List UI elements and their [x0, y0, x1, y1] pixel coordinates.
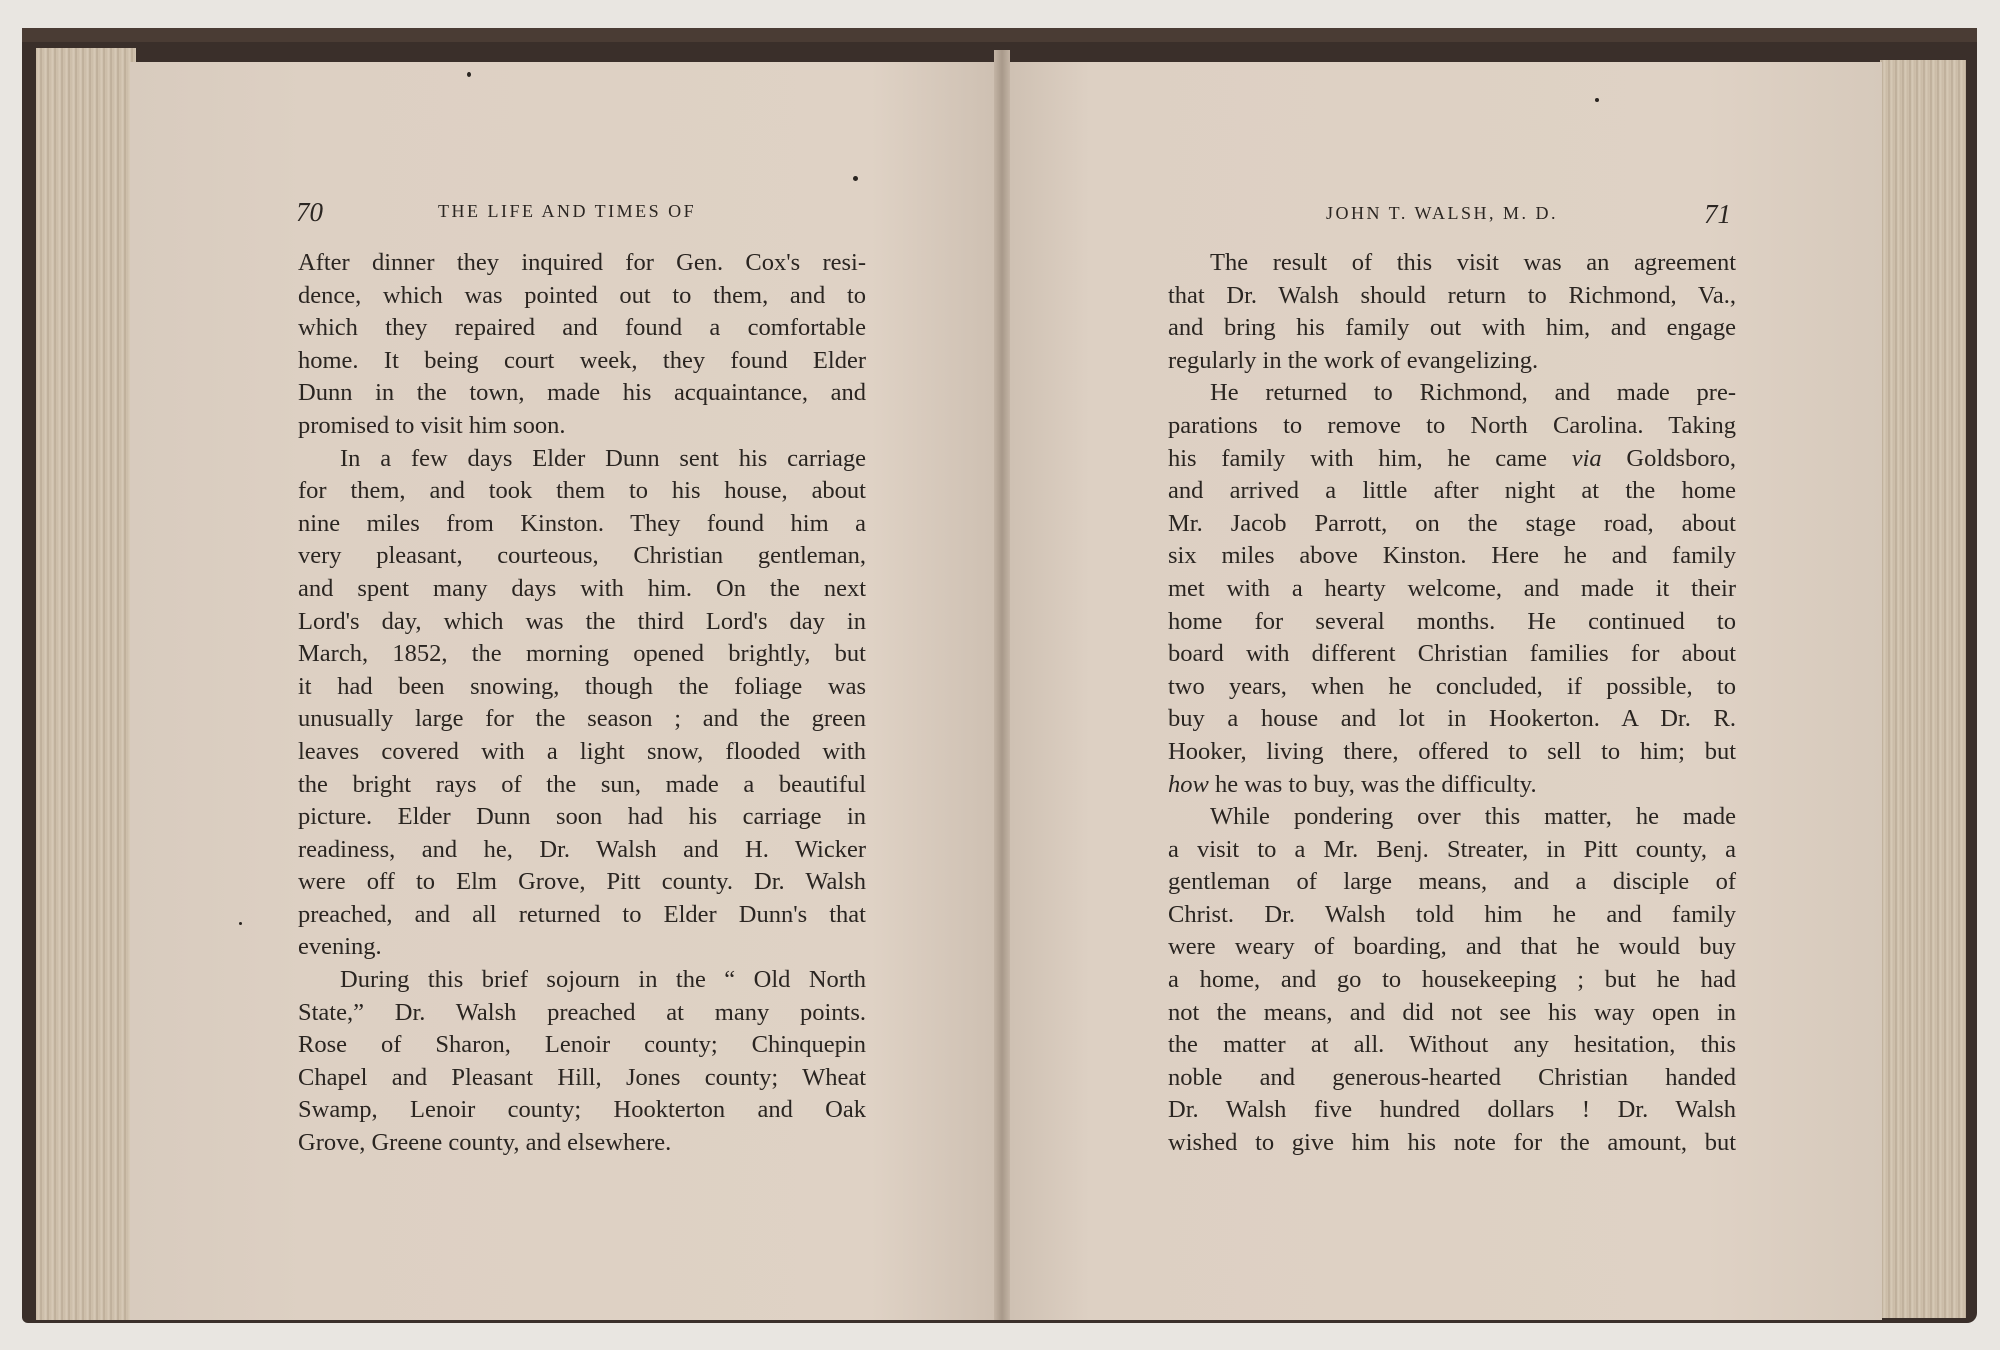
left-text-line: the bright rays of the sun, made a beautiful	[298, 770, 866, 798]
page-edges-left	[36, 48, 136, 1320]
right-text-line: buy a house and lot in Hookerton. A Dr. R.	[1168, 705, 1736, 733]
right-page-body	[1168, 247, 1736, 1160]
right-text-line: noble and generous-hearted Christian handed	[1168, 1063, 1736, 1091]
book-cover-top-edge	[22, 28, 1977, 42]
right-text-line: were weary of boarding, and that he would buy	[1168, 933, 1736, 961]
right-text-line: the matter at all. Without any hesitation, this	[1168, 1031, 1736, 1059]
left-text-line: very pleasant, courteous, Christian gentleman,	[298, 542, 866, 570]
left-page-number: 70	[296, 197, 323, 227]
paper-speck	[239, 922, 242, 925]
left-text-line: After dinner they inquired for Gen. Cox's resi-	[298, 249, 866, 276]
left-text-line: State,” Dr. Walsh preached at many points.	[298, 998, 866, 1026]
right-text-line: regularly in the work of evangelizing.	[1168, 346, 1539, 374]
right-text-line: and arrived a little after night at the home	[1168, 477, 1736, 505]
left-text-line: and spent many days with him. On the next	[298, 574, 866, 602]
paper-speck	[1595, 98, 1599, 102]
right-text-line: his family with him, he came via Goldsboro,	[1168, 444, 1736, 472]
left-text-line: During this brief sojourn in the “ Old North	[340, 966, 866, 994]
left-text-line: Dunn in the town, made his acquaintance, and	[298, 379, 866, 407]
left-text-line: Grove, Greene county, and elsewhere.	[298, 1129, 672, 1157]
right-text-line: gentleman of large means, and a disciple of	[1168, 868, 1736, 896]
right-text-line: how he was to buy, was the difficulty.	[1168, 770, 1537, 798]
right-text-line: wished to give him his note for the amount, but	[1168, 1129, 1736, 1157]
right-text-line: six miles above Kinston. Here he and family	[1168, 542, 1736, 570]
page-edges-right	[1880, 60, 1966, 1318]
left-text-line: Lord's day, which was the third Lord's day in	[298, 607, 866, 635]
right-text-line: met with a hearty welcome, and made it their	[1168, 574, 1736, 602]
left-text-line: readiness, and he, Dr. Walsh and H. Wicker	[298, 835, 866, 863]
left-text-line: unusually large for the season ; and the green	[298, 705, 866, 733]
left-text-line: promised to visit him soon.	[298, 411, 566, 439]
right-text-line: While pondering over this matter, he made	[1210, 803, 1736, 831]
left-text-line: leaves covered with a light snow, flooded with	[298, 737, 866, 765]
right-text-line: Mr. Jacob Parrott, on the stage road, about	[1168, 509, 1736, 537]
right-text-line: a visit to a Mr. Benj. Streater, in Pitt county, a	[1168, 835, 1736, 863]
left-text-line: which they repaired and found a comfortable	[298, 314, 866, 342]
left-text-line: preached, and all returned to Elder Dunn's that	[298, 900, 866, 928]
right-text-line: and bring his family out with him, and engage	[1168, 314, 1736, 342]
right-page-number: 71	[1704, 199, 1731, 229]
right-text-line: Hooker, living there, offered to sell to him; but	[1168, 737, 1736, 765]
paper-speck	[853, 176, 858, 181]
left-text-line: home. It being court week, they found Elder	[298, 346, 866, 374]
paper-speck	[467, 72, 471, 77]
book-gutter	[994, 50, 1010, 1320]
left-text-line: it had been snowing, though the foliage was	[298, 672, 866, 700]
right-text-line: board with different Christian families for about	[1168, 640, 1736, 668]
left-text-line: In a few days Elder Dunn sent his carriage	[340, 444, 866, 472]
right-text-line: parations to remove to North Carolina. Taking	[1168, 411, 1736, 439]
right-text-line: He returned to Richmond, and made pre-	[1210, 379, 1736, 407]
left-text-line: nine miles from Kinston. They found him a	[298, 509, 866, 537]
right-running-head: JOHN T. WALSH, M. D.	[1326, 203, 1559, 223]
right-text-line: home for several months. He continued to	[1168, 607, 1736, 635]
left-page-body	[298, 247, 866, 1160]
right-text-line: that Dr. Walsh should return to Richmond, Va.,	[1168, 281, 1736, 309]
left-text-line: Rose of Sharon, Lenoir county; Chinquepin	[298, 1031, 866, 1059]
left-text-line: Swamp, Lenoir county; Hookterton and Oak	[298, 1096, 866, 1124]
left-text-line: evening.	[298, 933, 382, 961]
left-running-head: THE LIFE AND TIMES OF	[438, 201, 697, 221]
right-text-line: a home, and go to housekeeping ; but he had	[1168, 966, 1736, 994]
left-text-line: March, 1852, the morning opened brightly, but	[298, 640, 866, 668]
left-text-line: dence, which was pointed out to them, and to	[298, 281, 866, 309]
right-text-line: The result of this visit was an agreement	[1210, 249, 1736, 276]
right-text-line: two years, when he concluded, if possible, to	[1168, 672, 1736, 700]
left-text-line: were off to Elm Grove, Pitt county. Dr. Walsh	[298, 868, 866, 896]
left-text-line: Chapel and Pleasant Hill, Jones county; Wheat	[298, 1063, 866, 1091]
right-text-line: Christ. Dr. Walsh told him he and family	[1168, 900, 1736, 928]
right-text-line: not the means, and did not see his way open in	[1168, 998, 1736, 1026]
right-text-line: Dr. Walsh five hundred dollars ! Dr. Walsh	[1168, 1096, 1736, 1124]
left-text-line: for them, and took them to his house, about	[298, 477, 866, 505]
left-text-line: picture. Elder Dunn soon had his carriage in	[298, 803, 866, 831]
